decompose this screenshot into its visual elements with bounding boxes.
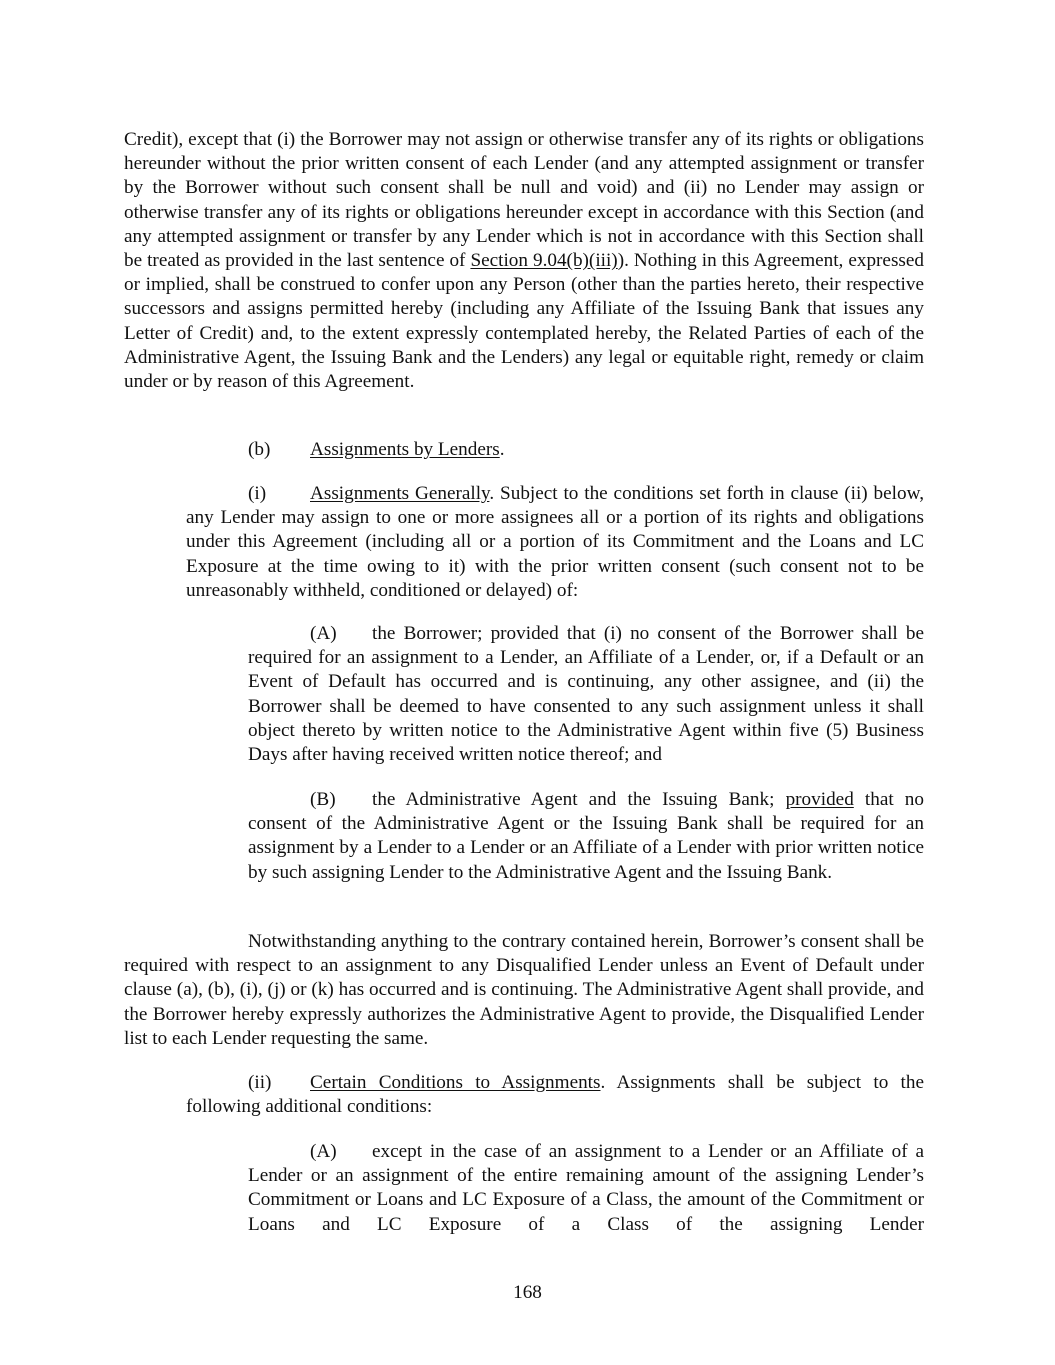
section-reference-link: Section 9.04(b)(iii) [470,250,618,272]
heading-assignments-by-lenders [248,438,924,462]
clause-title-end: . [499,439,505,460]
subclause-minimum-amount [248,1140,924,1237]
clause-assignments-generally [186,482,924,603]
subclause-borrower-consent [248,622,924,767]
clause-label: (B) [310,789,336,810]
clause-body: the Administrative Agent and the Issuing Bank; [372,789,786,810]
clause-body: except in the case of an assignment to a Lender or an Affiliate of a Lender or an assignment of the entire remaining amount of the assigning Lender’s Commitment or Loans and LC Exposure of a Class, the amount of the Commitment or Loans and LC Exposure of a Class of the assigning Lender [248,1141,924,1235]
clause-title: Assignments Generally [310,483,490,504]
clause-label: (ii) [248,1072,272,1093]
clause-label: (b) [248,439,271,460]
paragraph-disqualified-lender [124,930,924,1051]
clause-body: that no consent of the Administrative Agent or the Issuing Bank shall be required for an assignment by a Lender to a Lender or an Affiliate of a Lender with prior written notice by such assigning Lender to the Administrative Agent and the Issuing Bank. [248,789,924,883]
clause-certain-conditions [186,1071,924,1119]
clause-body: . Subject to the conditions set forth in clause (ii) below, any Lender may assign to one or more assignees all or a portion of its rights and obligations under this Agreement (including all or a portion of its Commitment and the Loans and LC Exposure at the time owing to it) with the prior written consent (such consent not to be unreasonably withheld, conditioned or delayed) of: [186,483,924,601]
clause-body: . Assignments shall be subject to the following additional conditions: [186,1072,924,1118]
clause-body: the Borrower; provided that (i) no consent of the Borrower shall be required for an assignment to a Lender, an Affiliate of a Lender, or, if a Default or an Event of Default has occurred and is continuing, any other assignee, and (ii) the Borrower shall be deemed to have consented to any such assignment unless it shall object thereto by written notice to the Administrative Agent within five (5) Business Days after having received written notice thereof; and [248,623,924,766]
paragraph-assignment-restrictions [124,128,924,394]
clause-title: Certain Conditions to Assignments [310,1072,601,1093]
clause-label: (i) [248,483,267,504]
paragraph-text: Credit), except that (i) the Borrower may not assign or otherwise transfer any of its rights or obligations hereunder without the prior written consent of each Lender (and any attempted assignment or transfer by the Borrower without such consent shall be null and void) and (ii) no Lender may assign or otherwise transfer any of its rights or obligations hereunder except in accordance with this Section (and any attempted assignment or transfer by any Lender which is not in accordance with this Section shall be treated as provided in the last sentence of [124,129,924,272]
paragraph-text: ). Nothing in this Agreement, expressed or implied, shall be construed to confer upon any Person (other than the parties hereto, their respective successors and assigns permitted hereby (including any Affiliate of the Issuing Bank that issues any Letter of Credit) and, to the extent expressly contemplated hereby, the Related Parties of each of the Administrative Agent, the Issuing Bank and the Lenders) any legal or equitable right, remedy or claim under or by reason of this Agreement. [124,250,924,393]
subclause-agent-consent [248,788,924,885]
provided-term: provided [785,789,854,810]
clause-label: (A) [310,623,337,644]
page-number: 168 [513,1282,542,1303]
clause-label: (A) [310,1141,337,1162]
clause-title: Assignments by Lenders [310,439,500,460]
paragraph-text: Notwithstanding anything to the contrary contained herein, Borrower’s consent shall be required with respect to an assignment to any Disqualified Lender unless an Event of Default under clause (a), (b), (i), (j) or (k) has occurred and is continuing. The Administrative Agent shall provide, and the Borrower hereby expressly authorizes the Administrative Agent to provide, the Disqualified Lender list to each Lender requesting the same. [124,931,924,1049]
